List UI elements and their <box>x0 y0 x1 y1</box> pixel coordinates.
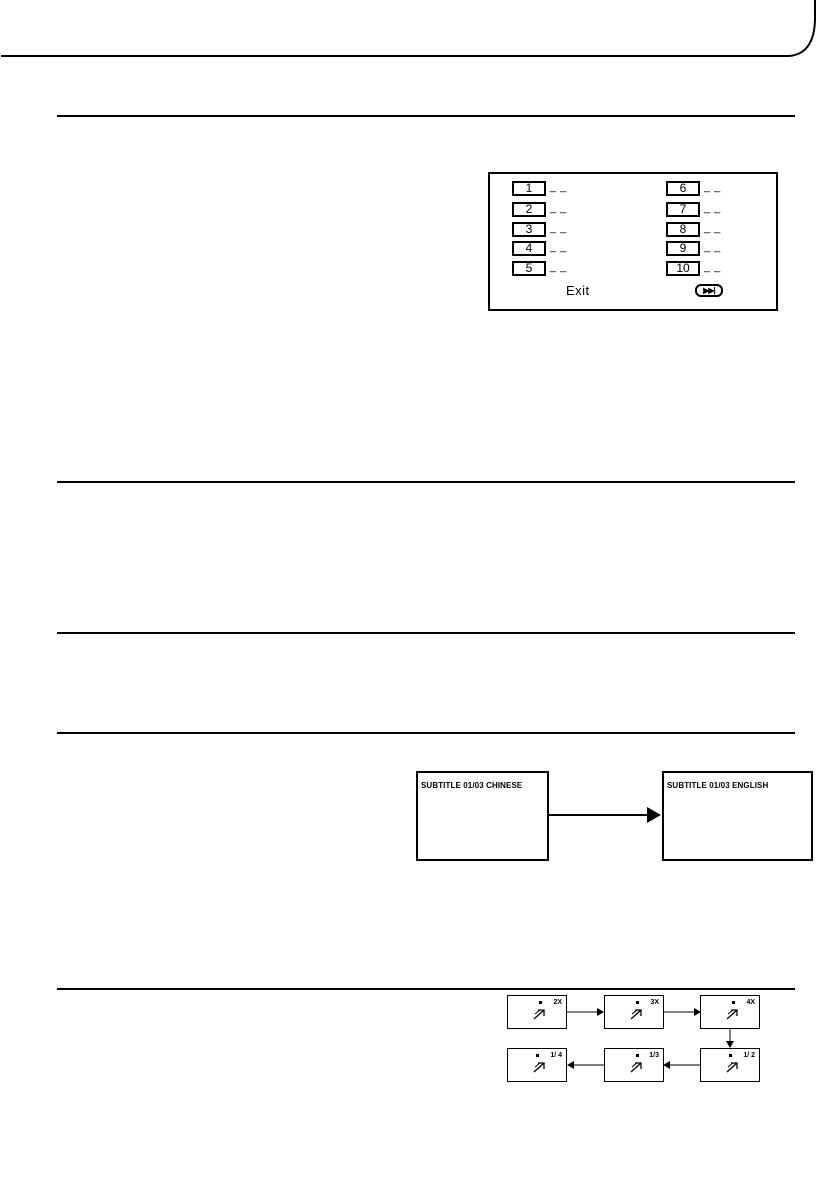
subtitle-screen-chinese <box>416 771 549 861</box>
program-slot-number: 6 <box>666 181 700 196</box>
program-slot-number: 7 <box>666 202 700 217</box>
speed-label: 1/3 <box>649 1052 659 1059</box>
program-slot-number: 1 <box>512 181 546 196</box>
section-divider <box>57 481 795 483</box>
speed-label: 4X <box>746 999 755 1006</box>
subtitle-label: SUBTITLE 01/03 CHINESE <box>421 781 523 790</box>
section-divider <box>57 632 795 634</box>
section-divider <box>57 732 795 734</box>
program-memory-panel <box>488 172 778 311</box>
slow-motion-arrow-icon <box>533 1061 547 1073</box>
subtitle-screen-english <box>662 771 813 861</box>
skip-next-icon[interactable]: ▶▶| <box>695 284 723 297</box>
section-divider <box>57 115 795 117</box>
speed-label: 1/ 2 <box>743 1052 755 1059</box>
subtitle-label: SUBTITLE 01/03 ENGLISH <box>667 781 769 790</box>
slow-motion-arrow-icon <box>533 1008 547 1020</box>
program-slot-number: 5 <box>512 261 546 276</box>
section-divider <box>57 988 795 990</box>
program-slot-value: _ _ <box>550 181 567 193</box>
speed-state-box <box>507 995 567 1029</box>
bullet-icon <box>732 1001 735 1004</box>
speed-label: 2X <box>553 999 562 1006</box>
bullet-icon <box>536 1054 539 1057</box>
program-slot-value: _ _ <box>550 202 567 214</box>
program-slot-value: _ _ <box>704 222 721 234</box>
exit-button[interactable]: Exit <box>566 283 590 298</box>
slow-motion-arrow-icon <box>630 1008 644 1020</box>
program-slot-number: 10 <box>666 261 700 276</box>
program-slot-value: _ _ <box>704 202 721 214</box>
page-cut-line <box>0 0 1 1</box>
arrow-right-icon <box>549 806 662 826</box>
speed-state-box <box>507 1048 567 1082</box>
arrow-right-icon <box>567 1007 605 1017</box>
speed-state-box <box>604 995 664 1029</box>
slow-motion-arrow-icon <box>726 1061 740 1073</box>
bullet-icon <box>729 1054 732 1057</box>
program-slot-value: _ _ <box>550 261 567 273</box>
program-slot-number: 9 <box>666 241 700 256</box>
arrow-left-icon <box>663 1060 701 1070</box>
bullet-icon <box>636 1054 639 1057</box>
speed-label: 3X <box>650 999 659 1006</box>
speed-label: 1/ 4 <box>550 1052 562 1059</box>
speed-state-box <box>604 1048 664 1082</box>
program-slot-number: 4 <box>512 241 546 256</box>
program-slot-value: _ _ <box>550 222 567 234</box>
program-slot-value: _ _ <box>704 261 721 273</box>
slow-motion-arrow-icon <box>726 1008 740 1020</box>
arrow-left-icon <box>567 1060 605 1070</box>
slow-motion-arrow-icon <box>630 1061 644 1073</box>
speed-state-box <box>700 995 760 1029</box>
arrow-right-icon <box>664 1007 702 1017</box>
program-slot-value: _ _ <box>704 241 721 253</box>
program-slot-number: 8 <box>666 222 700 237</box>
speed-state-box <box>700 1048 760 1082</box>
bullet-icon <box>539 1001 542 1004</box>
program-slot-value: _ _ <box>704 181 721 193</box>
program-slot-number: 2 <box>512 202 546 217</box>
arrow-down-icon <box>725 1029 735 1049</box>
program-slot-value: _ _ <box>550 241 567 253</box>
bullet-icon <box>636 1001 639 1004</box>
program-slot-number: 3 <box>512 222 546 237</box>
